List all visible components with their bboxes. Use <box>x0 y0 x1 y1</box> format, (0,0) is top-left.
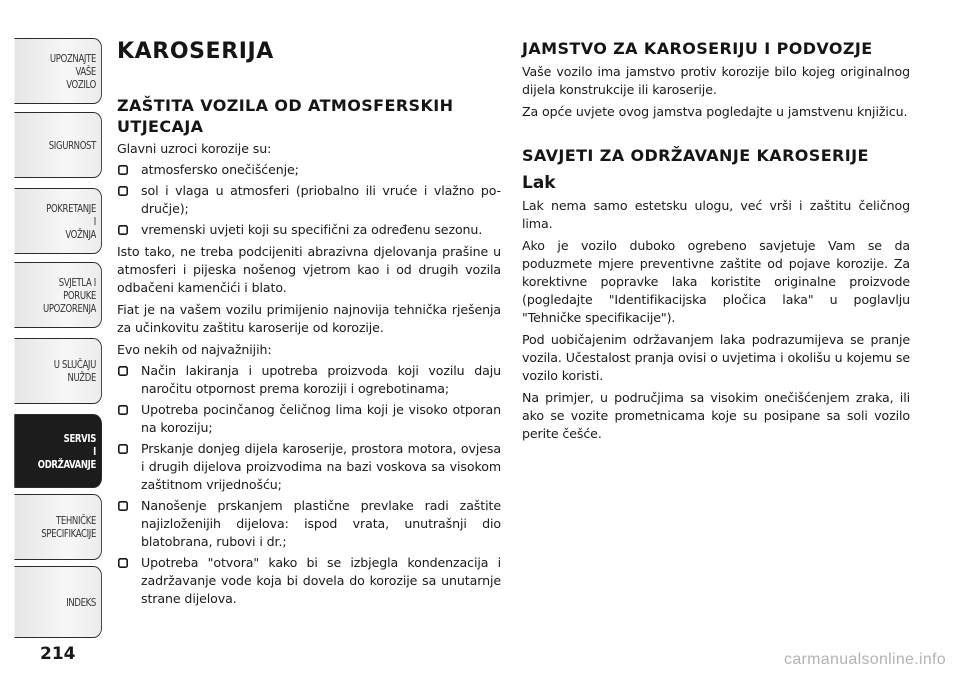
tab-u-slucaju-nuzde[interactable]: U SLUČAJU NUŽDE <box>14 338 102 404</box>
tab-pokretanje-i-voznja[interactable]: POKRETANJE I VOŽNJA <box>14 188 102 254</box>
tab-sigurnost[interactable]: SIGURNOST <box>14 112 102 178</box>
checkbox-bullet-icon <box>118 558 128 568</box>
left-column <box>117 38 501 608</box>
tab-upoznajte-vase-vozilo[interactable]: UPOZNAJTE VAŠE VOZILO <box>14 38 102 104</box>
paragraph-paint-pollution: Na primjer, u područjima sa visokim onečišćenjem zraka, ili ako se vozite prometnicama koje su posipane sa soli vozilo perite češće. <box>522 390 910 441</box>
checkbox-bullet-icon <box>118 444 128 454</box>
paragraph-fiat-solutions: Fiat je na vašem vozilu primijenio najnovija tehnička rješenja za učinkovitu zaštitu karoserije od korozije. <box>117 302 501 335</box>
causes-intro: Glavni uzroci korozije su: <box>117 141 272 156</box>
list-item: Nanošenje prskanjem plastične prevlake radi zaštite najizloženijih dijelova: ispod vrata, unutrašnji dio blatobrana, rubovi i dr.; <box>117 497 501 551</box>
right-column <box>522 38 910 443</box>
paragraph-paint-washing: Pod uobičajenim održavanjem laka podrazumijeva se pranje vozila. Učestalost pranja ovisi o uvjetima i okolišu u kojemu se vozilo koristi. <box>522 332 910 383</box>
tab-servis-i-odrzavanje[interactable]: SERVIS I ODRŽAVANJE <box>14 414 102 488</box>
section-title-protection: ZAŠTITA VOZILA OD ATMOSFERSKIH UTJECAJA <box>117 96 454 136</box>
checkbox-bullet-icon <box>118 225 128 235</box>
paragraph-paint-role: Lak nema samo estetsku ulogu, već vrši i zaštitu čeličnog lima. <box>522 198 910 231</box>
list-item: Način lakiranja i upotreba proizvoda koji vozilu daju naročitu otpornost prema koroziji i ogrebotinama; <box>117 362 501 398</box>
list-item: sol i vlaga u atmosferi (priobalno ili vruće i vlažno po-dručje); <box>117 182 501 218</box>
watermark: carmanualsonline.info <box>784 651 946 668</box>
tab-svjetla-i-poruke-upozorenja[interactable]: SVJETLA I PORUKE UPOZORENJA <box>14 262 102 328</box>
list-item: atmosfersko onečišćenje; <box>117 161 501 179</box>
section-title-warranty: JAMSTVO ZA KAROSERIJU I PODVOZJE <box>522 39 873 58</box>
checkbox-bullet-icon <box>118 165 128 175</box>
list-item: Upotreba pocinčanog čeličnog lima koji je visoko otporan na koroziju; <box>117 401 501 437</box>
checkbox-bullet-icon <box>118 366 128 376</box>
paragraph-paint-scratches: Ako je vozilo duboko ogrebeno savjetuje Vam se da poduzmete mjere preventivne zaštite od pojave korozije. Za korektivne popravke laka koristite originalne proizvode (pogledajte "Identifikacijska pločica laka" u poglavlju "Tehničke specifikacije"). <box>522 238 910 325</box>
paragraph-abrasion: Isto tako, ne treba podcijeniti abrazivna djelovanja prašine u atmosferi i pijeska nošenog vjetrom kao i od drugih vozila odbačeni kamenčići i blato. <box>117 244 501 295</box>
checkbox-bullet-icon <box>118 405 128 415</box>
solutions-list <box>117 362 501 608</box>
section-title-maintenance: SAVJETI ZA ODRŽAVANJE KAROSERIJE <box>522 146 869 165</box>
tab-indeks[interactable]: INDEKS <box>14 566 102 638</box>
paragraph-most-important: Evo nekih od najvažnijih: <box>117 342 272 357</box>
causes-list <box>117 161 501 239</box>
tab-tehnicke-specifikacije[interactable]: TEHNIČKE SPECIFIKACIJE <box>14 494 102 560</box>
list-item: Prskanje donjeg dijela karoserije, prostora motora, ovjesa i drugih dijelova proizvodima na bazi voskova sa visokom zaštitnom vrijednošću; <box>117 440 501 494</box>
checkbox-bullet-icon <box>118 186 128 196</box>
checkbox-bullet-icon <box>118 501 128 511</box>
paragraph-warranty: Vaše vozilo ima jamstvo protiv korozije bilo kojeg originalnog dijela konstrukcije ili karoserije. <box>522 64 910 97</box>
list-item: vremenski uvjeti koji su specifični za određenu sezonu. <box>117 221 501 239</box>
subsection-title-paint: Lak <box>522 173 556 193</box>
page-title: KAROSERIJA <box>117 39 274 64</box>
list-item: Upotreba "otvora" kako bi se izbjegla kondenzacija i zadržavanje vode koja bi dovela do korozije sa unutarnje strane dijelova. <box>117 554 501 608</box>
page-number: 214 <box>40 644 76 664</box>
paragraph-warranty-terms: Za opće uvjete ovog jamstva pogledajte u jamstvenu knjižicu. <box>522 104 908 119</box>
